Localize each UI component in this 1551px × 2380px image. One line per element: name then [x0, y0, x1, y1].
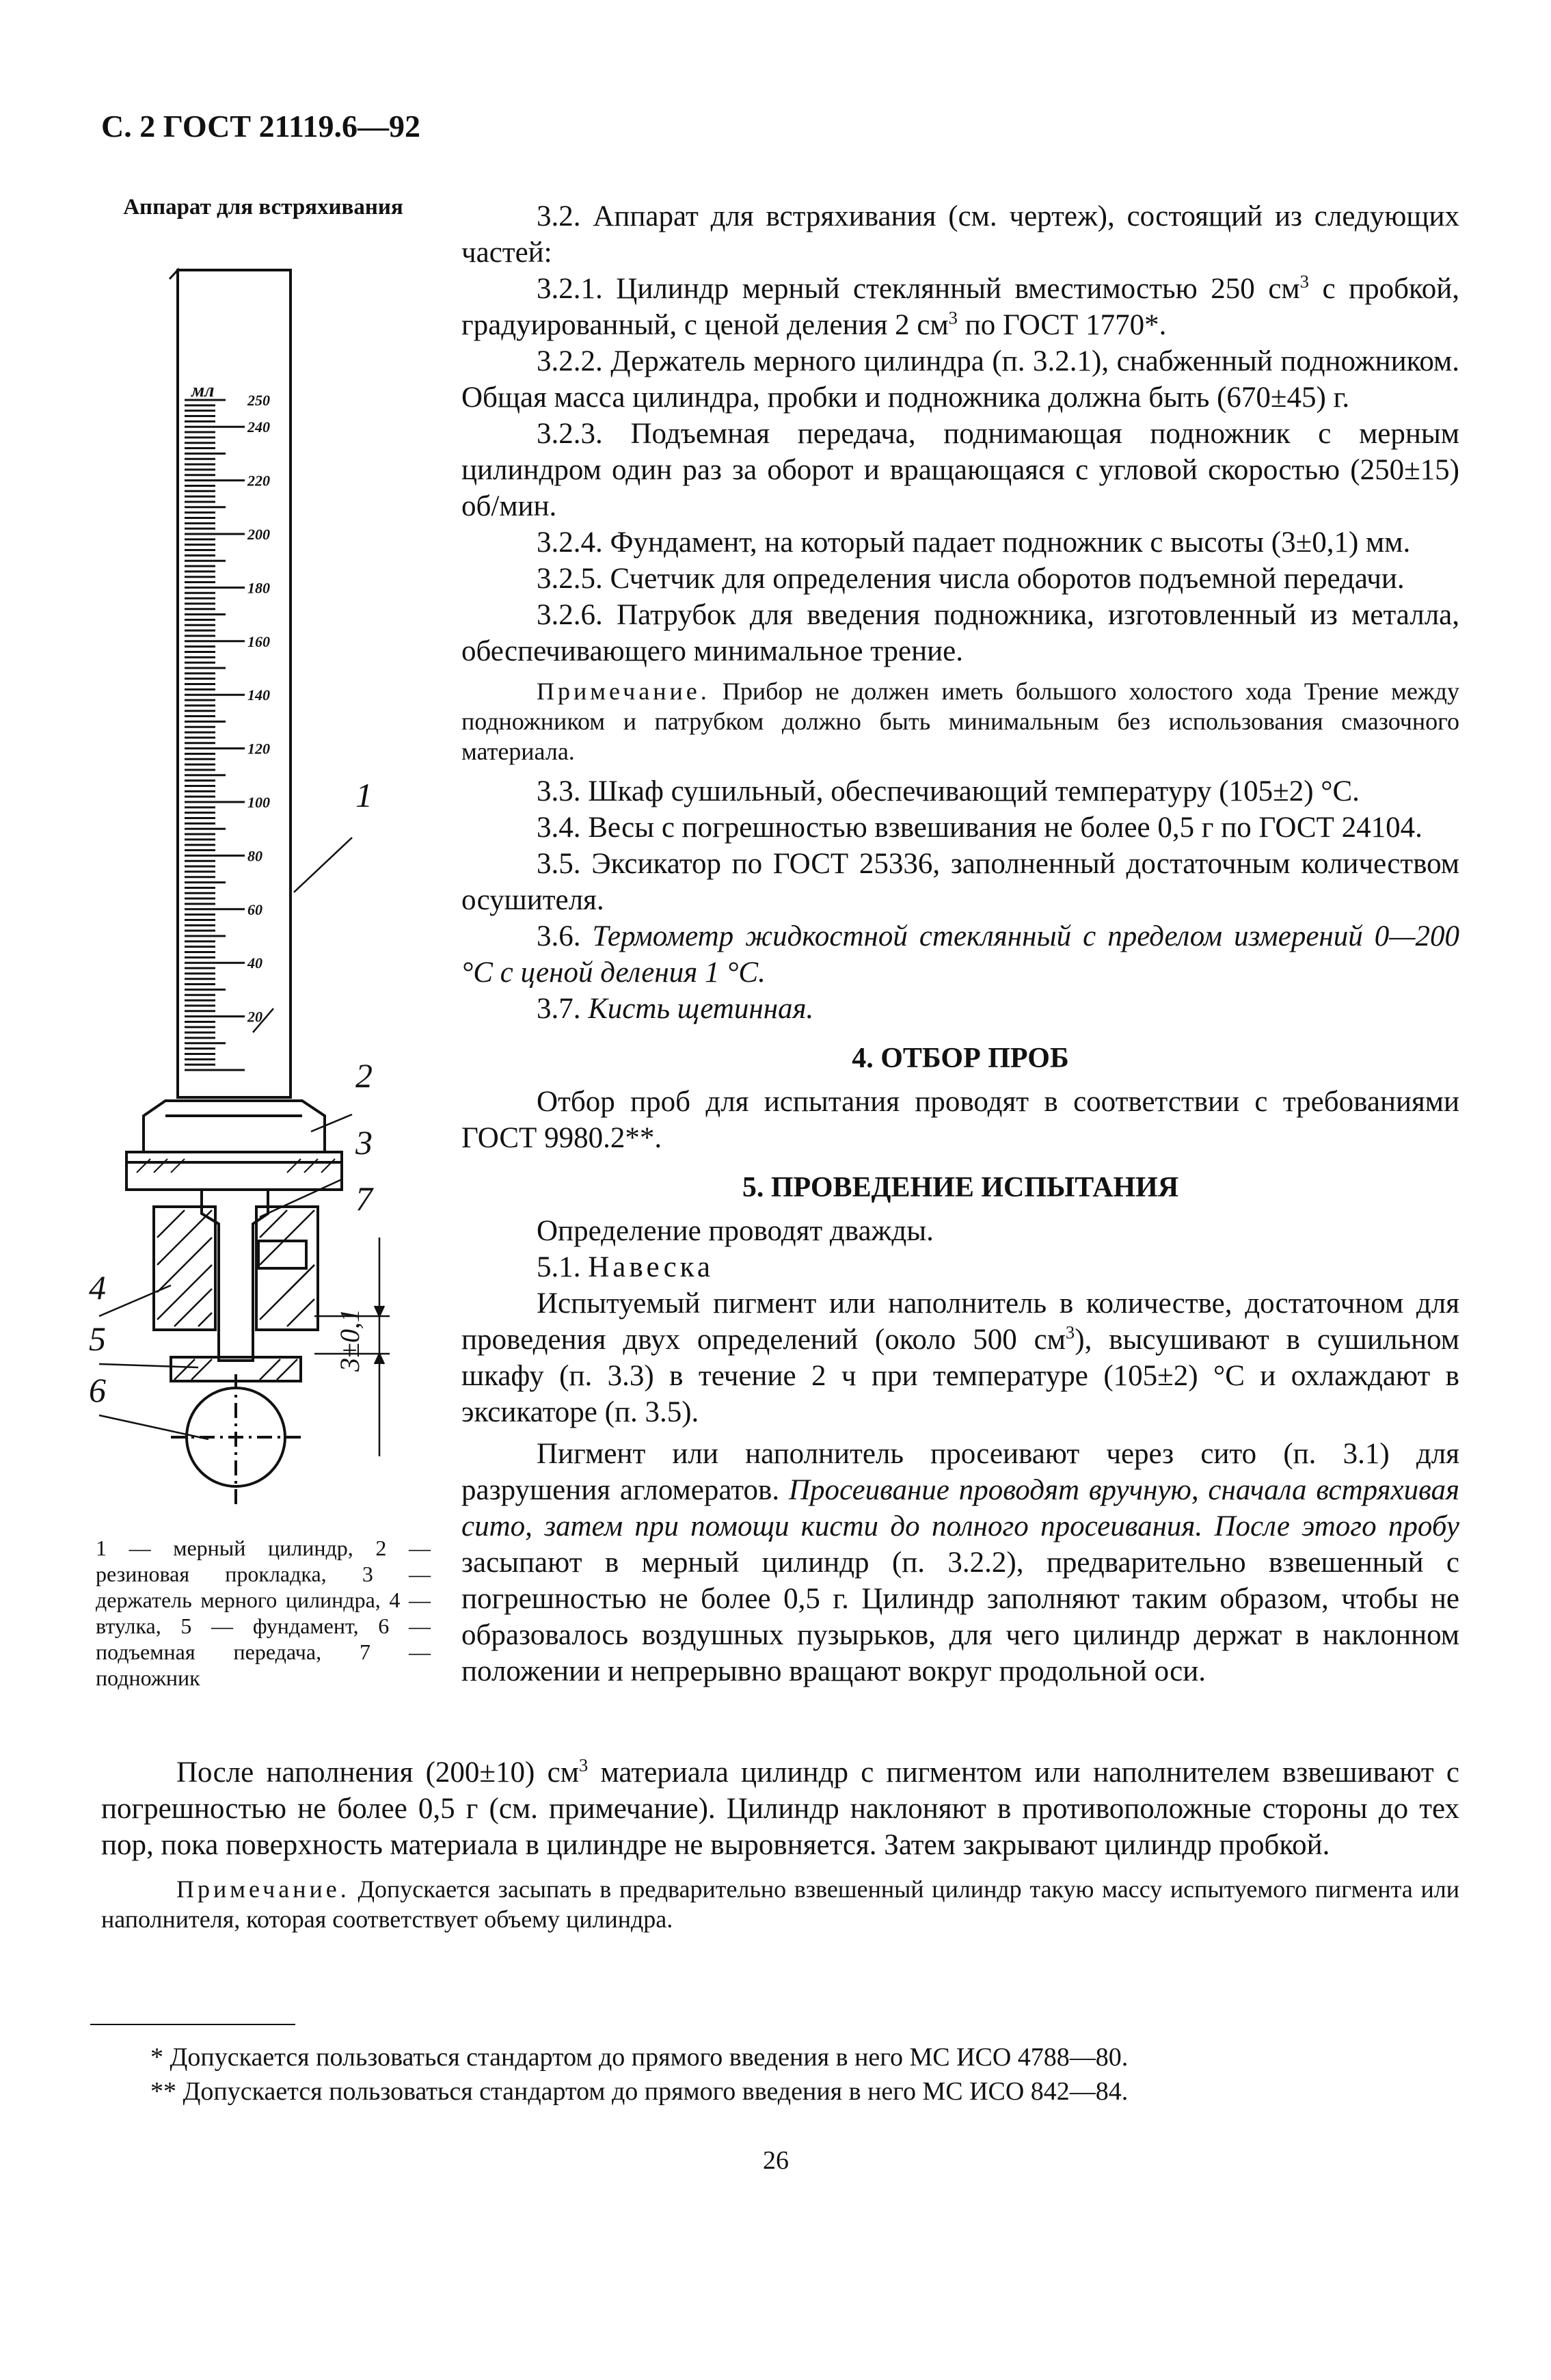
para-5-1-c: После наполнения (200±10) $см^3$ материала цилиндр с пигментом или наполнителем взвешивают с погрешностью не более 0,5 г (см. примечание). Цилиндр наклоняют в противоположные стороны до тех пор, пока поверхность материала в цилиндре не выровняется. Затем закрывают цилиндр пробкой.	[101, 1754, 1459, 1861]
callout-1: 1	[355, 776, 373, 814]
scale-label: 160	[247, 632, 270, 650]
full-width-text	[101, 1754, 1459, 1934]
callout-3: 3	[355, 1123, 373, 1162]
guide-block	[154, 1207, 318, 1330]
page-number: 26	[763, 2146, 789, 2175]
cylinder-holder	[126, 1101, 342, 1361]
dimension-label: 3±0,1	[334, 1309, 365, 1372]
callout-7: 7	[355, 1179, 373, 1218]
para-3-2-5: 3.2.5. Счетчик для определения числа оборотов подъемной передачи.	[537, 563, 1405, 595]
scale-label: 140	[247, 686, 270, 704]
scale-label: 120	[247, 740, 270, 758]
scale-label: 80	[247, 847, 262, 865]
para-5-intro: Определение проводят дважды.	[537, 1215, 934, 1247]
para-3-3: 3.3. Шкаф сушильный, обеспечивающий температуру (105±2) °С.	[537, 775, 1360, 807]
callout-6: 6	[89, 1371, 106, 1409]
apparatus-drawing	[89, 253, 444, 1518]
para-3-2-1: 3.2.1. Цилиндр мерный стеклянный вместимостью 250 $см^3$ с пробкой, градуированный, с ценой деления 2 $см^3$ по ГОСТ 1770*.	[461, 271, 1459, 341]
para-3-2-3: 3.2.3. Подъемная передача, поднимающая подножник с мерным цилиндром один раз за оборот и вращающаяся с угловой скоростью (250±15) об/мин.	[461, 418, 1459, 522]
unit-label: мл	[191, 380, 215, 401]
section-3-text	[461, 198, 1459, 1689]
para-3-2-4: 3.2.4. Фундамент, на который падает подножник с высоты (3±0,1) мм.	[537, 526, 1411, 559]
page-header: С. 2 ГОСТ 21119.6—92	[101, 109, 421, 144]
note-3: Примечание. Прибор не должен иметь большого холостого хода Трение между подножником и патрубком должно быть минимальным без использования смазочного материала.	[461, 678, 1459, 765]
para-5-1-b: Пигмент или наполнитель просеивают через сито (п. 3.1) для разрушения агломератов. Просеивание проводят вручную, сначала встряхивая сито, затем при помощи кисти до полного просеивания. После этого пробу засыпают в мерный цилиндр (п. 3.2.2), предварительно взвешенный с погрешностью не более 0,5 г. Цилиндр заполняют таким образом, чтобы не образовалось воздушных пузырьков, для чего цилиндр держат в наклонном положении и непрерывно вращают вокруг продольной оси.	[461, 1438, 1459, 1687]
scale-label: 240	[247, 418, 270, 436]
section-5-title: 5. ПРОВЕДЕНИЕ ИСПЫТАНИЯ	[742, 1172, 1179, 1203]
scale-ticks	[185, 400, 245, 1070]
callout-5: 5	[89, 1320, 106, 1358]
scale-label: 100	[247, 794, 270, 811]
scale-label: 250	[247, 392, 270, 409]
footnote-rule	[90, 2024, 295, 2025]
lifting-gear	[171, 1374, 301, 1504]
para-3-2-2: 3.2.2. Держатель мерного цилиндра (п. 3.2.1), снабженный подножником. Общая масса цилиндра, пробки и подножника должна быть (670±45) г.	[461, 345, 1459, 414]
note-5: Примечание. Допускается засыпать в предварительно взвешенный цилиндр такую массу испытуемого пигмента или наполнителя, которая соответствует объему цилиндра.	[101, 1875, 1459, 1933]
section-4-title: 4. ОТБОР ПРОБ	[852, 1043, 1069, 1074]
para-3-5: 3.5. Эксикатор по ГОСТ 25336, заполненный достаточным количеством осушителя.	[461, 848, 1459, 916]
para-3-2: 3.2. Аппарат для встряхивания (см. чертеж), состоящий из следующих частей:	[461, 200, 1459, 269]
callout-4: 4	[89, 1268, 106, 1307]
para-3-7: 3.7. Кисть щетинная.	[537, 993, 814, 1025]
para-5-1: 5.1. Навеска	[537, 1251, 714, 1283]
scale-label: 40	[247, 954, 262, 972]
scale-label: 180	[247, 579, 270, 597]
scale-label: 20	[247, 1008, 262, 1026]
footnote-1: * Допускается пользоваться стандартом до прямого введения в него МС ИСО 4788—80.	[150, 2043, 1129, 2072]
figure-legend: 1 — мерный цилиндр, 2 — резиновая прокладка, 3 — держатель мерного цилиндра, 4 — втулка, 5 — фундамент, 6 — подъемная передача, 7 — подножник	[96, 1536, 431, 1690]
scale-label: 220	[247, 472, 270, 490]
para-3-2-6: 3.2.6. Патрубок для введения подножника, изготовленный из металла, обеспечивающего минимальное трение.	[461, 599, 1459, 667]
footnote-2: ** Допускается пользоваться стандартом до прямого введения в него МС ИСО 842—84.	[150, 2077, 1129, 2106]
scale-label: 60	[247, 900, 262, 918]
leader-lines	[99, 838, 352, 1439]
para-4: Отбор проб для испытания проводят в соответствии с требованиями ГОСТ 9980.2**.	[461, 1086, 1459, 1154]
scale-label: 200	[247, 526, 270, 543]
para-3-6: 3.6. Термометр жидкостной стеклянный с пределом измерений 0—200 °С с ценой деления 1 °С.	[461, 920, 1459, 989]
para-5-1-a: Испытуемый пигмент или наполнитель в количестве, достаточном для проведения двух определений (около 500 $см^3$), высушивают в сушильном шкафу (п. 3.3) в течение 2 ч при температуре (105±2) °С и охлаждают в эксикаторе (п. 3.5).	[461, 1287, 1459, 1428]
callout-2: 2	[355, 1056, 373, 1095]
para-3-4: 3.4. Весы с погрешностью взвешивания не более 0,5 г по ГОСТ 24104.	[537, 812, 1422, 844]
figure-title: Аппарат для встряхивания	[123, 195, 403, 219]
